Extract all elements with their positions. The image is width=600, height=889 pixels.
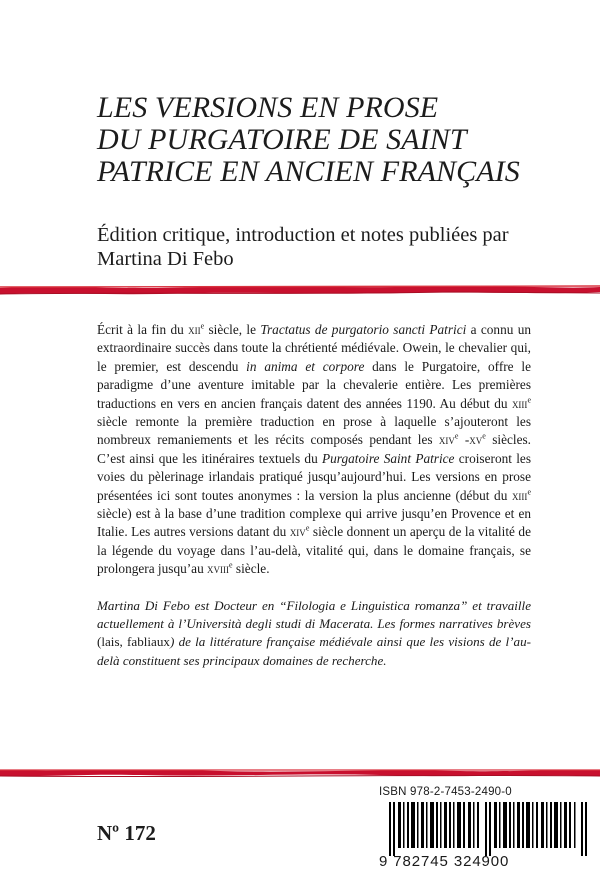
barcode-digits: 9 782745 324900 [379, 853, 510, 870]
isbn-label: ISBN 978-2-7453-2490-0 [379, 786, 512, 798]
book-title [97, 92, 577, 188]
book-subtitle [97, 223, 597, 271]
subtitle-line-1: Édition critique, introduction et notes publiées par [97, 224, 509, 246]
series-number: Nº 172 [97, 821, 156, 845]
title-line-3: PATRICE EN ANCIEN FRANÇAIS [97, 155, 520, 188]
editor-name: Martina Di Febo [97, 248, 234, 270]
back-cover-description: Écrit à la fin du xii$^e$ siècle, le Tractatus de purgatorio sancti Patrici a connu un extraordinaire succès dans toute la chrétienté médiévale. Owein, le chevalier qui, le premier, est descendu in anima et corpore dans le Purgatoire, offre le paradigme d’une aventure imitable par la chevalerie entière. Les premières traductions en vers en ancien français datent des années 1190. Au début du xiii$^e$ siècle remonte la première traduction en prose à laquelle s’ajouteront les nombreux remaniements et les récits composés pendant les xiv$^e$ $-xv^e$ siècles. C’est ainsi que les itinéraires textuels du Purgatoire Saint Patrice croiseront les voies du pèlerinage irlandais pratiqué jusqu’aujourd’hui. Les versions en prose présentées ici sont toutes anonymes : la version la plus ancienne (début du xiii$^e$ siècle) est à la base d’une tradition complexe qui arrive jusqu’en Provence et en Italie. Les autres versions datant du xiv$^e$ siècle donnent un aperçu de la vitalité de la légende du voyage dans l’au-delà, vitalité qui, dans le domaine français, se prolongera jusqu’au xviii$^e$ siècle. [97, 321, 532, 577]
author-bio: Martina Di Febo est Docteur en “Filologia e Linguistica romanza” et travaille actuellement à l’Università degli studi di Macerata. Les formes narratives brèves (lais, fabliaux) de la littérature française médiévale ainsi que les visions de l’au-delà constituent ses principaux domaines de recherche. [97, 598, 531, 668]
barcode-icon [389, 802, 589, 856]
title-line-2: DU PURGATOIRE DE SAINT [97, 123, 467, 156]
red-band-top [0, 283, 600, 297]
red-band-bottom [0, 766, 600, 780]
title-line-1: LES VERSIONS EN PROSE [97, 91, 439, 124]
isbn-block [379, 786, 589, 870]
